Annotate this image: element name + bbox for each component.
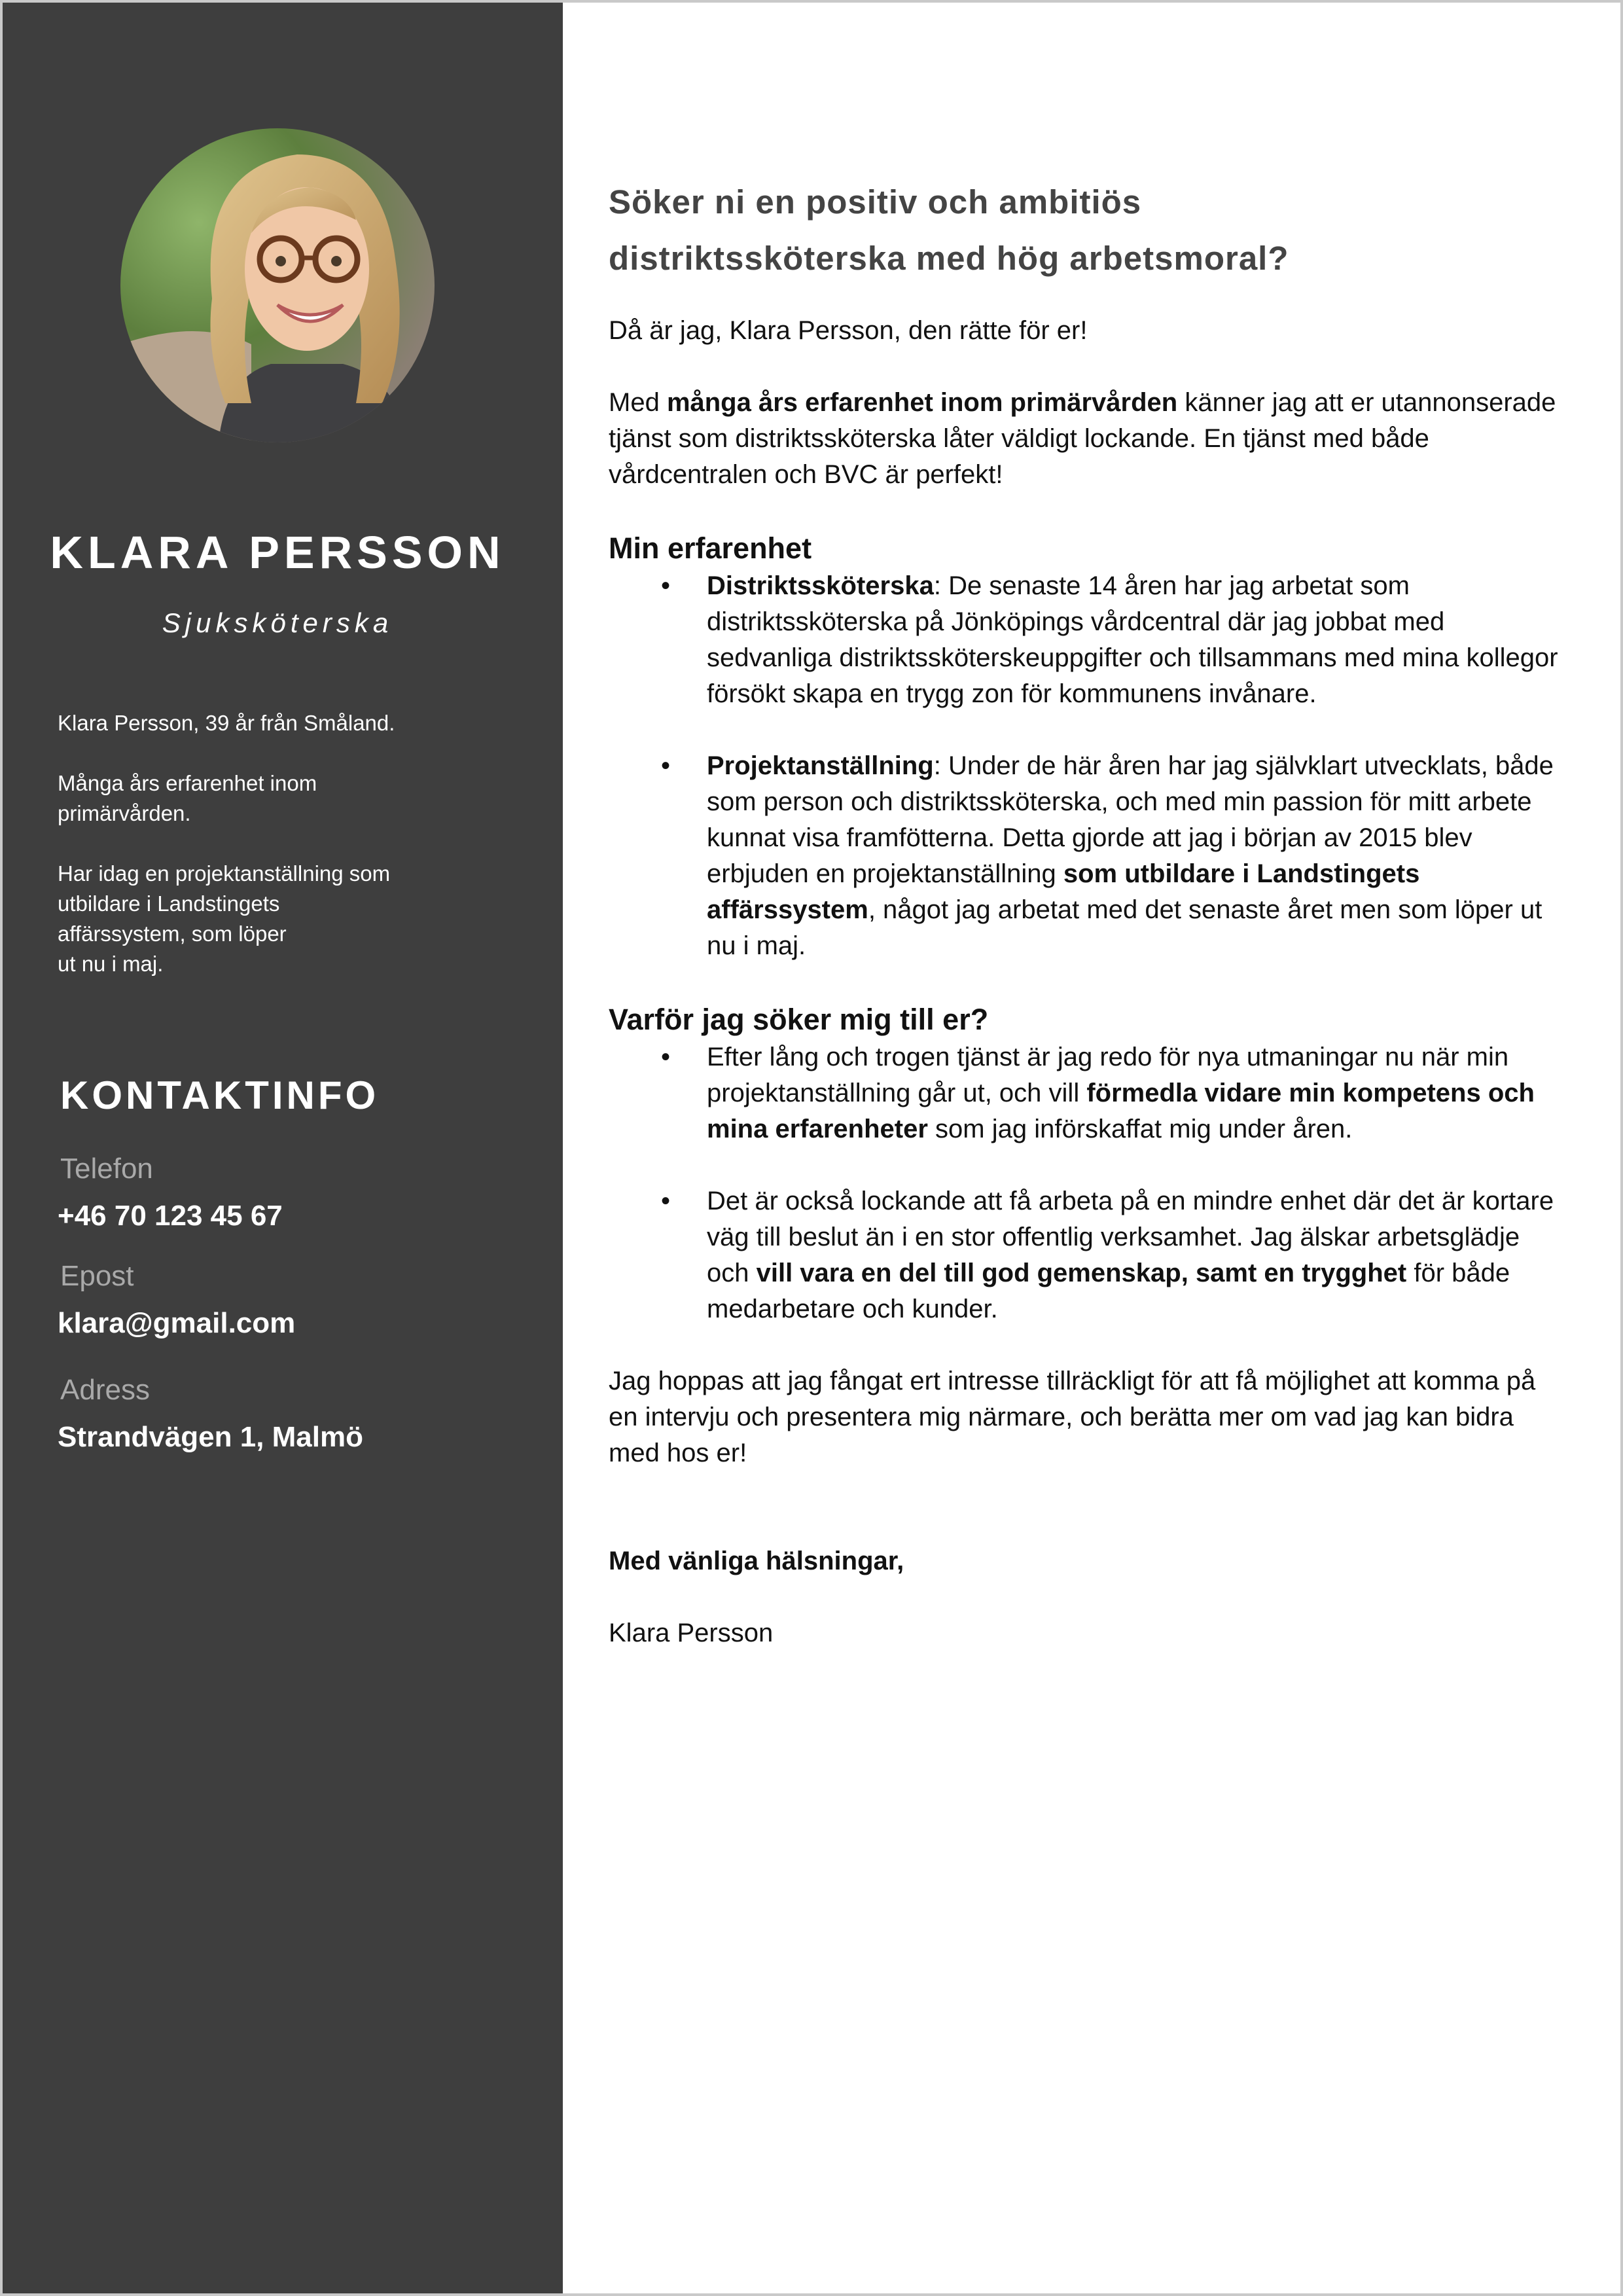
list-item (660, 748, 1564, 964)
email-value: klara@gmail.com (58, 1307, 296, 1339)
headline-line: Söker ni en positiv och ambitiös (609, 183, 1142, 221)
bullet-icon: • (660, 1043, 670, 1071)
bullet-icon: • (660, 751, 670, 780)
contact-heading: KONTAKTINFO (60, 1073, 380, 1117)
list-item (660, 568, 1564, 712)
text-run: Med (609, 388, 667, 417)
motivation-list (609, 1039, 1564, 1327)
text-run: , något jag arbetat med det senaste året men som löper ut nu i maj. (707, 895, 1543, 960)
profile-photo (120, 128, 435, 442)
intro-paragraph: Då är jag, Klara Persson, den rätte för er! (609, 316, 1088, 345)
list-item (660, 1183, 1564, 1327)
bullet-icon: • (660, 1187, 670, 1215)
bold-text: vill vara en del till god gemenskap, samt en trygghet (756, 1259, 1407, 1287)
letter-headline (609, 174, 1564, 287)
list-item (660, 1039, 1564, 1147)
outro-paragraph: Jag hoppas att jag fångat ert intresse tillräckligt för att få möjlighet att komma på en intervju och presentera mig närmare, och berätta mer om vad jag kan bidra med hos er! (609, 1367, 1536, 1467)
email-label: Epost (60, 1260, 134, 1292)
text-run: som jag införskaffat mig under åren. (927, 1115, 1353, 1143)
address-label: Adress (60, 1374, 150, 1406)
sidebar (3, 3, 563, 2293)
text-run: Det är också lockande att få arbeta på en mindre enhet där det är kortare väg till beslut än i en stor offentlig verksamhet. Jag älskar arbetsglädje och (707, 1187, 1554, 1287)
bold-text: som utbildare i Landstingets affärssystem (707, 859, 1420, 924)
summary-line: Många års erfarenhet inom primärvården. (58, 771, 317, 825)
profile-photo-graphic (120, 128, 435, 442)
text-run: Efter lång och trogen tjänst är jag redo för nya utmaningar nu när min projektanställning går ut, och vill (707, 1043, 1509, 1107)
address-value: Strandvägen 1, Malmö (58, 1421, 364, 1453)
summary-line: Har idag en projektanställning som utbildare i Landstingets affärssystem, som löper ut nu i maj. (58, 861, 391, 976)
text-run: känner jag att er utannonserade tjänst som distriktssköterska låter väldigt lockande. En tjänst med både vårdcentralen och BVC är perfekt! (609, 388, 1556, 489)
candidate-role: Sjuksköterska (162, 607, 393, 638)
text-run: : Under de här åren har jag självklart utvecklats, både som person och distriktssköterska, och med min passion för mitt arbete kunnat visa framfötterna. Detta gjorde att jag i början av 2015 blev erbjuden en projektanställning (707, 751, 1554, 888)
phone-value: +46 70 123 45 67 (58, 1200, 283, 1232)
summary-line: Klara Persson, 39 år från Småland. (58, 711, 395, 735)
bold-text: Projektanställning (707, 751, 934, 780)
candidate-name: KLARA PERSSON (50, 527, 505, 578)
profile-summary (58, 708, 503, 1009)
bold-text: Distriktssköterska (707, 571, 934, 600)
text-run: : De senaste 14 åren har jag arbetat som distriktssköterska på Jönköpings vårdcentral där jag jobbat med sedvanliga distriktssköterskeuppgifter och tillsammans med mina kollegor försökt skapa en trygg zon för kommunens invånare. (707, 571, 1558, 708)
text-run: för både medarbetare och kunder. (707, 1259, 1510, 1323)
bold-text: förmedla vidare min kompetens och mina erfarenheter (707, 1079, 1535, 1143)
closing-line: Med vänliga hälsningar, (609, 1547, 904, 1575)
experience-paragraph (609, 385, 1564, 493)
bold-text: många års erfarenhet inom primärvården (666, 388, 1178, 417)
section-title-motivation: Varför jag söker mig till er? (609, 1003, 989, 1036)
bullet-icon: • (660, 571, 670, 600)
phone-label: Telefon (60, 1153, 153, 1185)
signature: Klara Persson (609, 1619, 774, 1647)
cover-letter (609, 174, 1564, 1687)
headline-line: distriktssköterska med hög arbetsmoral? (609, 240, 1289, 277)
experience-list (609, 568, 1564, 964)
section-title-experience: Min erfarenhet (609, 531, 812, 565)
resume-page (3, 3, 1620, 2293)
